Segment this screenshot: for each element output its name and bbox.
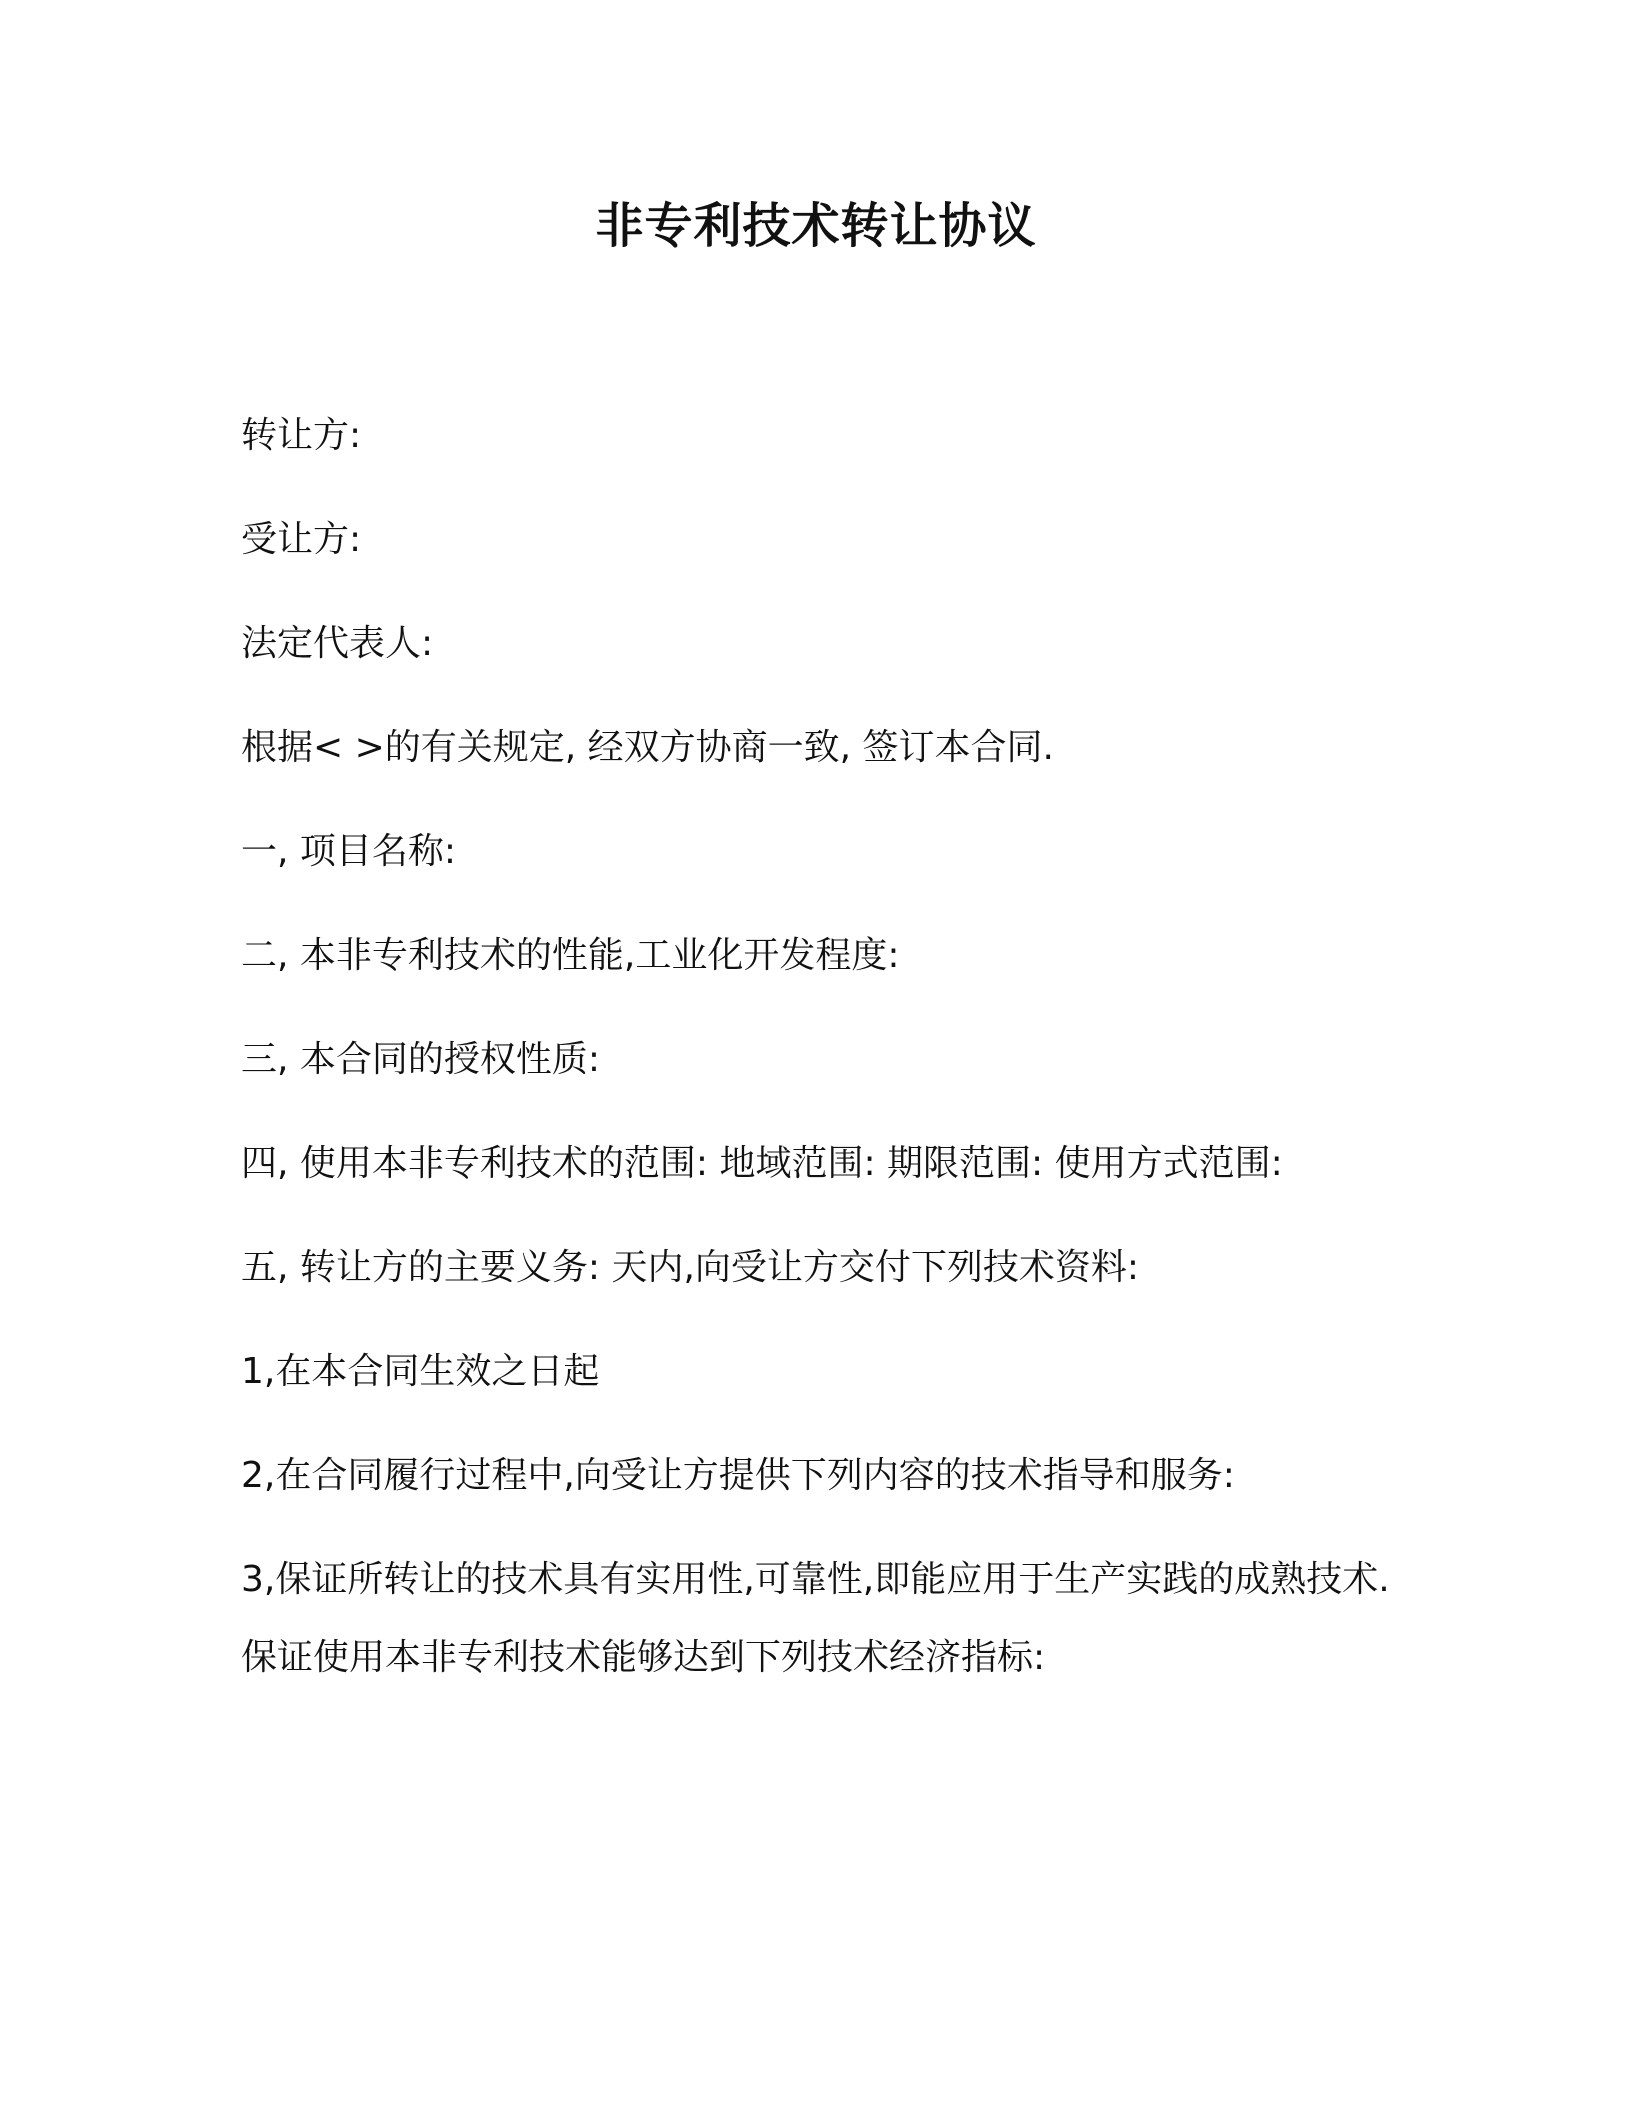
paragraph-transferee: 受让方:	[241, 519, 362, 560]
paragraph-item-3: 三, 本合同的授权性质:	[241, 1039, 601, 1080]
document-body	[241, 410, 1391, 1749]
paragraph-legal-representative: 法定代表人:	[241, 623, 434, 664]
paragraph-item-4: 四, 使用本非专利技术的范围: 地域范围: 期限范围: 使用方式范围:	[241, 1143, 1283, 1184]
paragraph-sub-2: 2,在合同履行过程中,向受让方提供下列内容的技术指导和服务:	[241, 1455, 1235, 1496]
paragraph-transferor: 转让方:	[241, 415, 362, 456]
paragraph-item-1: 一, 项目名称:	[241, 831, 457, 872]
document-title: 非专利技术转让协议	[595, 198, 1037, 254]
paragraph-item-2: 二, 本非专利技术的性能,工业化开发程度:	[241, 935, 900, 976]
paragraph-preamble: 根据< >的有关规定, 经双方协商一致, 签订本合同.	[241, 727, 1054, 768]
paragraph-item-5: 五, 转让方的主要义务: 天内,向受让方交付下列技术资料:	[241, 1247, 1140, 1288]
paragraph-sub-1: 1,在本合同生效之日起	[241, 1351, 600, 1392]
paragraph-sub-3: 3,保证所转让的技术具有实用性,可靠性,即能应用于生产实践的成熟技术.保证使用本非专利技术能够达到下列技术经济指标:	[241, 1559, 1390, 1678]
